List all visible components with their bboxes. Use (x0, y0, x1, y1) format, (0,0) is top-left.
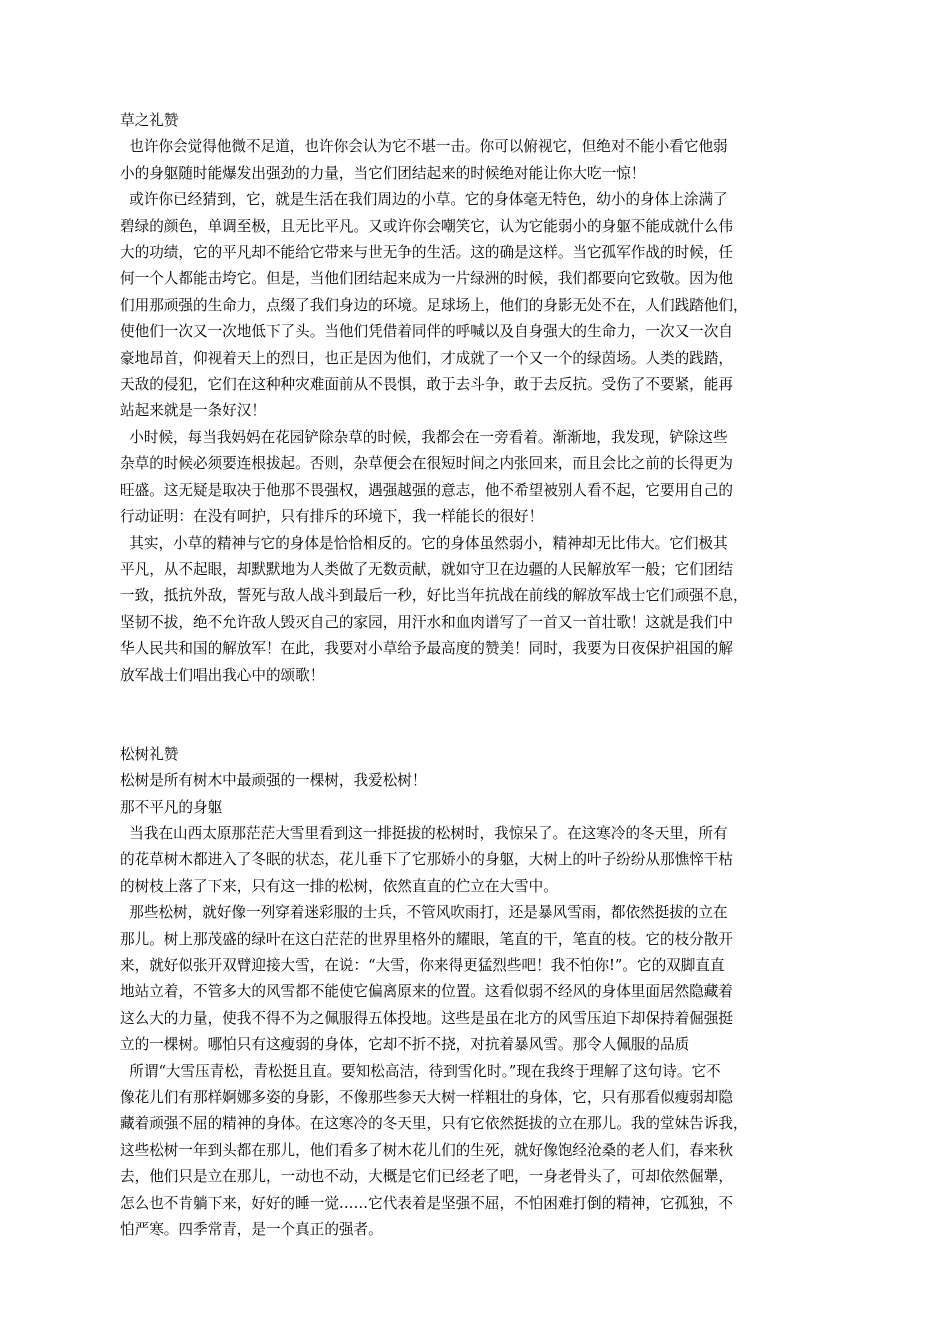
section-title: 草之礼赞 (120, 112, 179, 129)
paragraph-line: 杂草的时候必须要连根拔起。否则，杂草便会在很短时间之内张回来，而且会比之前的长得更为 (120, 455, 733, 473)
paragraph-line: 旺盛。这无疑是取决于他那不畏强权，遇强越强的意志，他不希望被别人看不起，它要用自己的 (120, 481, 733, 499)
paragraph-line: 天敌的侵犯，它们在这种种灾难面前从不畏惧，敢于去斗争，敢于去反抗。受伤了不要紧，能再 (120, 376, 733, 394)
paragraph-line: 平凡，从不起眼，却默默地为人类做了无数贡献，就如守卫在边疆的人民解放军一般；它们团结 (120, 560, 733, 578)
paragraph-line: 碧绿的颜色，单调至极，且无比平凡。又或许你会嘲笑它，认为它能弱小的身躯不能成就什么伟 (120, 217, 733, 235)
paragraph-line: 行动证明：在没有呵护，只有排斥的环境下，我一样能长的很好！ (120, 508, 544, 526)
paragraph-line: 藏着顽强不屈的精神的身体。在这寒冷的冬天里，只有它依然挺拔的立在那儿。我的堂妹告诉我， (120, 1115, 748, 1133)
paragraph-line: 放军战士们唱出我心中的颂歌！ (120, 666, 325, 684)
paragraph-line: 立的一棵树。哪怕只有这瘦弱的身体，它却不折不挠，对抗着暴风雪。那令人佩服的品质 (120, 1036, 690, 1054)
paragraph-line: 怎么也不肯躺下来，好好的睡一觉……它代表着是坚强不屈，不怕困难打倒的精神，它孤独，不 (120, 1194, 733, 1212)
paragraph-line: 的花草树木都进入了冬眠的状态，花儿垂下了它那娇小的身躯，大树上的叶子纷纷从那憔悴干枯 (120, 851, 733, 869)
section-spacer (120, 689, 840, 742)
paragraph-line: 像花儿们有那样婀娜多姿的身影，不像那些参天大树一样粗壮的身体，它，只有那看似瘦弱却隐 (120, 1089, 733, 1107)
paragraph-line: 们用那顽强的生命力，点缀了我们身边的环境。足球场上，他们的身影无处不在，人们践踏他们， (120, 296, 748, 314)
paragraph-line: 小时候，每当我妈妈在花园铲除杂草的时候，我都会在一旁看着。渐渐地，我发现，铲除这些 (120, 428, 728, 446)
paragraph-line: 华人民共和国的解放军！在此，我要对小草给予最高度的赞美！同时，我要为日夜保护祖国的解 (120, 640, 733, 658)
paragraph-line: 也许你会觉得他微不足道，也许你会认为它不堪一击。你可以俯视它，但绝对不能小看它他弱 (120, 138, 728, 156)
paragraph-line: 这些松树一年到头都在那儿，他们看多了树木花儿们的生死，就好像饱经沧桑的老人们，春来秋 (120, 1141, 733, 1159)
paragraph-line: 大的功绩，它的平凡却不能给它带来与世无争的生活。这的确是这样。当它孤军作战的时候，任 (120, 244, 733, 262)
paragraph-line: 小的身躯随时能爆发出强劲的力量，当它们团结起来的时候绝对能让你大吃一惊！ (120, 164, 646, 182)
paragraph-line: 去，他们只是立在那儿，一动也不动，大概是它们已经老了吧，一身老骨头了，可却依然倔犟， (120, 1168, 733, 1186)
paragraph-line: 松树是所有树木中最顽强的一棵树，我爱松树！ (120, 772, 427, 790)
paragraph-line: 站起来就是一条好汉！ (120, 402, 266, 420)
paragraph-line: 或许你已经猜到，它，就是生活在我们周边的小草。它的身体毫无特色，幼小的身体上涂满了 (120, 191, 728, 209)
paragraph-line: 当我在山西太原那茫茫大雪里看到这一排挺拔的松树时，我惊呆了。在这寒冷的冬天里，所有 (120, 824, 728, 842)
paragraph-line: 那儿。树上那茂盛的绿叶在这白茫茫的世界里格外的耀眼，笔直的干，笔直的枝。它的枝分散开 (120, 930, 733, 948)
paragraph-line: 何一个人都能击垮它。但是，当他们团结起来成为一片绿洲的时候，我们都要向它致敬。因为他 (120, 270, 733, 288)
paragraph-line: 一致，抵抗外敌，誓死与敌人战斗到最后一秒，好比当年抗战在前线的解放军战士它们顽强不息， (120, 587, 748, 605)
paragraph-line: 怕严寒。四季常青，是一个真正的强者。 (120, 1221, 383, 1239)
paragraph-line: 的树枝上落了下来，只有这一排的松树，依然直直的伫立在大雪中。 (120, 877, 558, 895)
section-title: 松树礼赞 (120, 745, 179, 763)
paragraph-line: 那不平凡的身躯 (120, 798, 223, 816)
document-page (120, 108, 840, 1243)
paragraph-line: 地站立着，不管多大的风雪都不能使它偏离原来的位置。这看似弱不经风的身体里面居然隐藏着 (120, 983, 733, 1001)
paragraph-line: 豪地昂首，仰视着天上的烈日，也正是因为他们，才成就了一个又一个的绿茵场。人类的践踏， (120, 349, 733, 367)
paragraph-line: 坚韧不拔，绝不允许敌人毁灭自己的家园，用汗水和血肉谱写了一首又一首壮歌！这就是我们中 (120, 613, 733, 631)
section-grass (120, 108, 840, 689)
paragraph-line: 使他们一次又一次地低下了头。当他们凭借着同伴的呼喊以及自身强大的生命力，一次又一次自 (120, 323, 733, 341)
paragraph-line: 这么大的力量，使我不得不为之佩服得五体投地。这些是虽在北方的风雪压迫下却保持着倔强挺 (120, 1009, 733, 1027)
paragraph-line: 其实，小草的精神与它的身体是恰恰相反的。它的身体虽然弱小，精神却无比伟大。它们极其 (120, 534, 728, 552)
paragraph-line: 来，就好似张开双臂迎接大雪，在说：“大雪，你来得更猛烈些吧！我不怕你!”。它的双脚直直 (120, 956, 725, 974)
paragraph-line: 那些松树，就好像一列穿着迷彩服的士兵，不管风吹雨打，还是暴风雪雨，都依然挺拔的立在 (120, 904, 728, 922)
section-pine (120, 742, 840, 1244)
paragraph-line: 所谓“大雪压青松，青松挺且直。要知松高洁，待到雪化时。”现在我终于理解了这句诗。它不 (120, 1062, 721, 1080)
